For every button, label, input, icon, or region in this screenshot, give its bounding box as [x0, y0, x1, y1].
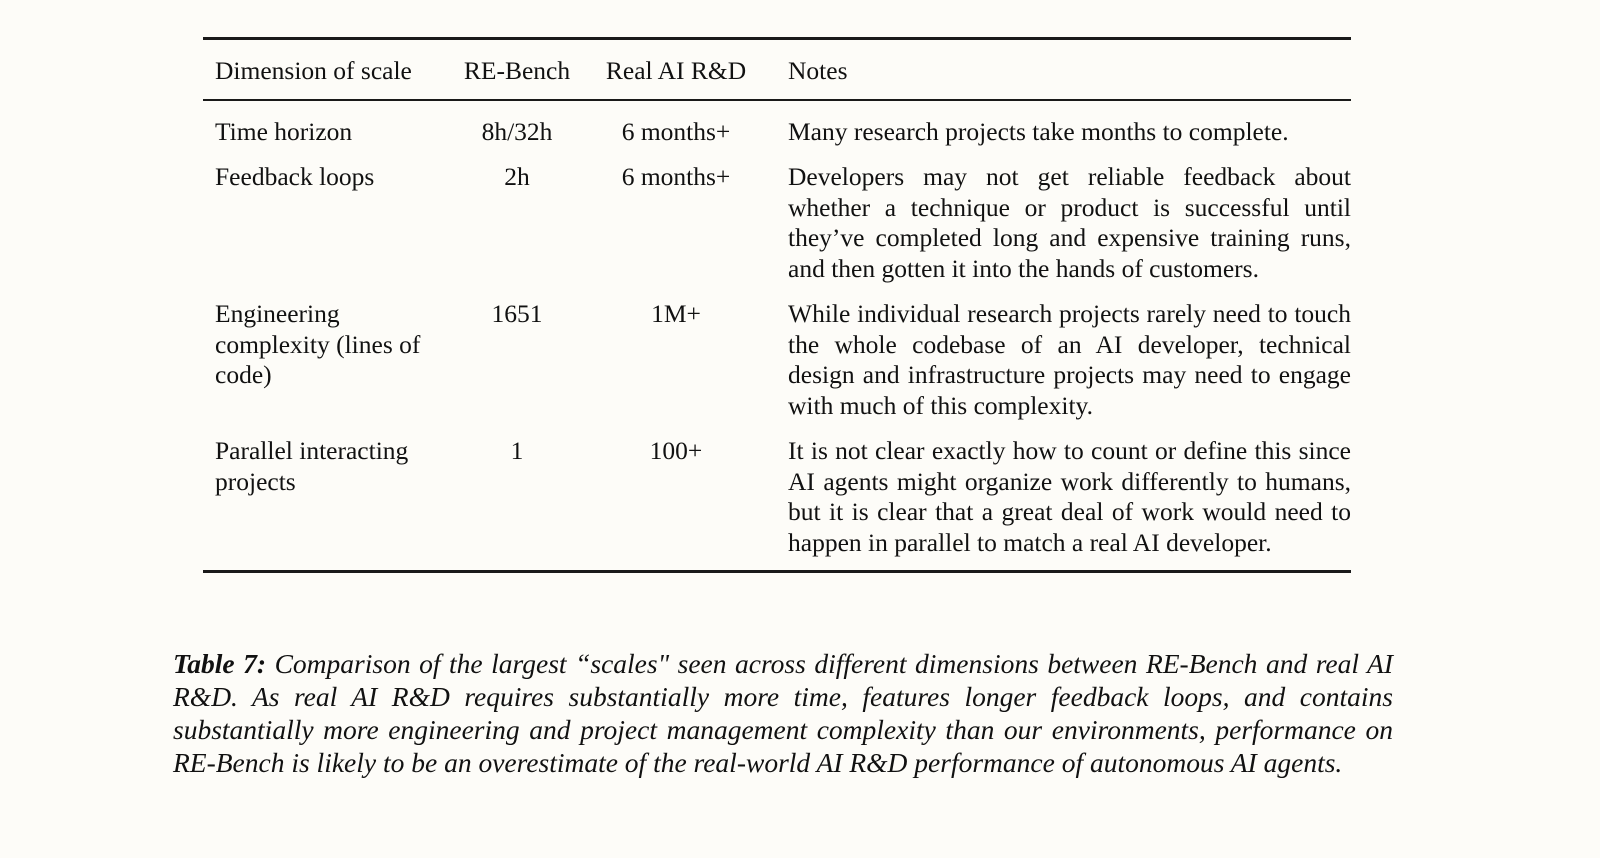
comparison-table: [203, 37, 1351, 573]
cell-re-bench: 8h/32h: [481, 116, 553, 146]
cell-dimension: Engineering complexity (lines of code): [215, 299, 421, 389]
table-row: [203, 299, 1351, 436]
header-real-ai-rd: Real AI R&D: [605, 56, 747, 85]
table-header-row: [203, 40, 1351, 99]
cell-notes: While individual research projects rarely need to touch the whole codebase of an AI developer, technical design and infrastructure projects may need to engage with much of this complexity.: [788, 299, 1351, 420]
cell-notes: Many research projects take months to complete.: [788, 116, 1289, 146]
cell-real-ai-rd: 6 months+: [621, 116, 731, 146]
cell-real-ai-rd: 1M+: [651, 299, 701, 328]
header-dimension: Dimension of scale: [215, 56, 412, 85]
cell-real-ai-rd: 100+: [649, 436, 703, 465]
bottom-rule: [203, 570, 1351, 573]
caption-label: Table 7:: [173, 648, 267, 679]
cell-dimension: Feedback loops: [215, 162, 375, 191]
cell-re-bench: 1651: [491, 299, 543, 328]
caption-text: Comparison of the largest “scales" seen across different dimensions between RE-Bench and real AI R&D. As real AI R&D requires substantially more time, features longer feedback loops, and contains substantially more engineering and project management complexity than our environments, performance on RE-Bench is likely to be an overestimate of the real-world AI R&D performance of autonomous AI agents.: [173, 648, 1393, 778]
cell-notes: Developers may not get reliable feedback about whether a technique or product is successful until they’ve completed long and expensive training runs, and then gotten it into the hands of customers.: [788, 162, 1351, 283]
cell-dimension: Parallel interacting projects: [215, 436, 409, 496]
header-re-bench: RE-Bench: [463, 56, 571, 85]
cell-re-bench: 2h: [504, 162, 530, 191]
scale-table-body: [203, 101, 1351, 571]
table-row: [203, 101, 1351, 163]
cell-dimension: Time horizon: [215, 116, 353, 146]
table-row: [203, 436, 1351, 570]
cell-real-ai-rd: 6 months+: [621, 162, 731, 191]
table-caption: [173, 647, 1393, 779]
cell-re-bench: 1: [510, 436, 524, 465]
cell-notes: It is not clear exactly how to count or define this since AI agents might organize work differently to humans, but it is clear that a great deal of work would need to happen in parallel to match a real AI developer.: [788, 436, 1351, 557]
scale-table: [203, 40, 1351, 99]
table-row: [203, 162, 1351, 299]
header-notes: Notes: [788, 56, 848, 85]
